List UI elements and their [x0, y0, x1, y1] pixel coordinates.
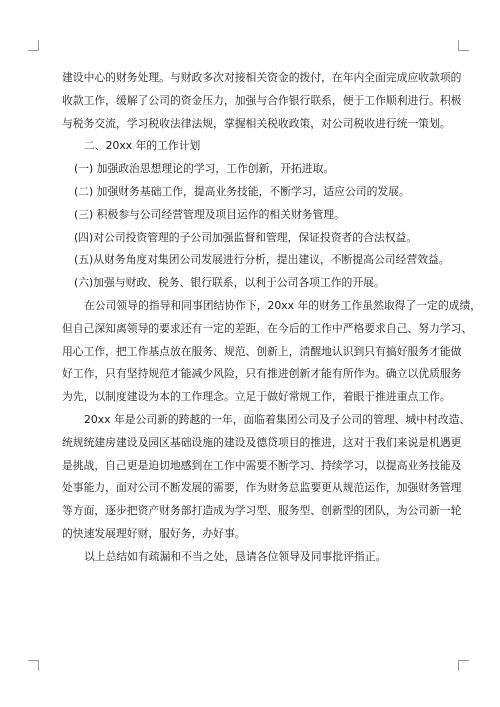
paragraph-line: 但自己深知离领导的要求还有一定的差距，在今后的工作中严格要求自己、努力学习、: [62, 321, 473, 335]
paragraph-line: 20xx 年是公司新的跨越的一年，面临着集团公司及子公司的管理、城中村改造、: [84, 412, 471, 426]
paragraph-line: 在公司领导的指导和同事团结协作下，20xx 年的财务工作虽然取得了一定的成绩，: [84, 298, 482, 312]
closing-line: 以上总结如有疏漏和不当之处，恳请各位领导及同事批评指正。: [84, 549, 387, 563]
paragraph-line: 等方面，逐步把资产财务部打造成为学习型、服务型、创新型的团队，为公司新一轮: [62, 504, 462, 518]
paragraph-line: 好工作，只有坚持规范才能减少风险，只有推进创新才能有所作为。确立以优质服务: [62, 367, 462, 381]
paragraph-line: 与税务交流，学习税收法律法规，掌握相关税收政策，对公司税收进行统一策划。: [62, 116, 451, 130]
plan-item: (五)从财务角度对集团公司发展进行分析，提出建议，不断提高公司经营效益。: [74, 253, 450, 267]
plan-item: (四)对公司投资管理的子公司加强监督和管理，保证投资者的合法权益。: [74, 230, 418, 244]
paragraph-line: 统规统建房建设及园区基础设施的建设及德贷项目的推进，这对于我们来说是机遇更: [62, 435, 462, 449]
paragraph-line: 为先，以制度建设为本的工作理念。立足于做好常规工作，着眼于推进重点工作。: [62, 390, 451, 404]
crop-mark-bottom-left: [28, 660, 39, 671]
crop-mark-top-left: [28, 40, 39, 51]
paragraph-line: 用心工作，把工作基点放在服务、规范、创新上，清醒地认识到只有搞好服务才能做: [62, 344, 462, 358]
paragraph-line: 建设中心的财务处理。与财政多次对接相关资金的拨付，在年内全面完成应收款项的: [62, 71, 462, 84]
document-body: [62, 67, 482, 569]
paragraph-line: 是挑战，自己更是迫切地感到在工作中需要不断学习、持续学习，以提高业务技能及: [62, 458, 462, 472]
paragraph-line: 的快速发展理好财，服好务，办好事。: [62, 526, 246, 540]
plan-item: (三) 积极参与公司经营管理及项目运作的相关财务管理。: [74, 207, 345, 221]
paragraph-line: 处事能力，面对公司不断发展的需要，作为财务总监要更从规范运作，加强财务管理: [62, 481, 462, 495]
plan-item: (二) 加强财务基础工作，提高业务技能，不断学习，适应公司的发展。: [74, 184, 410, 198]
crop-mark-top-right: [458, 40, 469, 51]
plan-item: (六)加强与财政、税务、银行联系，以利于公司各项工作的开展。: [74, 276, 385, 290]
paragraph-line: 收款工作，缓解了公司的资金压力，加强与合作银行联系，便于工作顺利进行。积极: [62, 93, 462, 107]
section-heading: 二、20xx 年的工作计划: [84, 139, 201, 153]
plan-item: (一) 加强政治思想理论的学习，工作创新，开拓进取。: [74, 162, 335, 176]
crop-mark-bottom-right: [458, 660, 469, 671]
